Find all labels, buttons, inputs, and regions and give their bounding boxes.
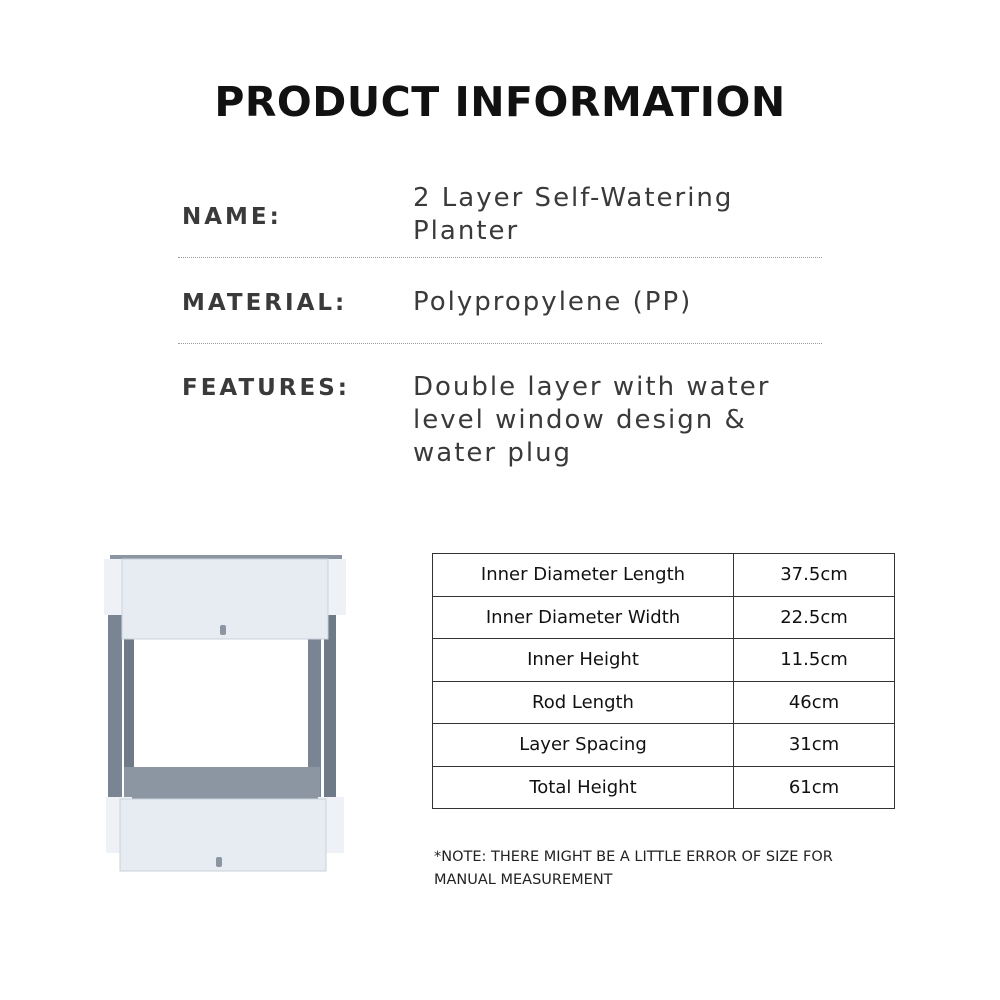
planter-bottom-tray (120, 799, 326, 871)
note-line: *NOTE: THERE MIGHT BE A LITTLE ERROR OF SIZE FOR (434, 849, 833, 865)
page-title: PRODUCT INFORMATION (214, 78, 786, 126)
spec-name: Rod Length (433, 681, 734, 724)
info-label-features: FEATURES: (182, 375, 350, 401)
info-label-name: NAME: (182, 204, 282, 230)
info-value-features (413, 371, 833, 470)
info-value-line: level window design & (413, 405, 747, 435)
table-row (433, 724, 895, 767)
info-row-material (180, 286, 822, 326)
info-value-line: water plug (413, 438, 573, 468)
table-row (433, 639, 895, 682)
spec-name: Inner Height (433, 639, 734, 682)
measurement-note (434, 846, 904, 892)
spec-value: 22.5cm (734, 596, 895, 639)
water-level-window (220, 625, 226, 635)
table-row (433, 766, 895, 809)
divider (178, 257, 822, 258)
specs-table (432, 553, 895, 809)
water-plug (216, 857, 222, 867)
info-value-line: Polypropylene (PP) (413, 287, 693, 317)
info-value-line: Double layer with water (413, 372, 771, 402)
info-value-material (413, 286, 833, 319)
spec-value: 37.5cm (734, 554, 895, 597)
spec-name: Inner Diameter Width (433, 596, 734, 639)
table-row (433, 554, 895, 597)
spec-value: 61cm (734, 766, 895, 809)
info-value-line: 2 Layer Self-Watering (413, 183, 734, 213)
info-row-name (180, 182, 822, 252)
info-label-material: MATERIAL: (182, 290, 348, 316)
spec-value: 11.5cm (734, 639, 895, 682)
info-value-name (413, 182, 833, 248)
spec-value: 46cm (734, 681, 895, 724)
planter-bottom-inner (124, 767, 320, 803)
planter-illustration (100, 545, 350, 885)
info-value-line: Planter (413, 216, 520, 246)
spec-name: Layer Spacing (433, 724, 734, 767)
note-line: MANUAL MEASUREMENT (434, 872, 613, 888)
info-row-features (180, 371, 822, 471)
table-row (433, 681, 895, 724)
divider (178, 343, 822, 344)
spec-value: 31cm (734, 724, 895, 767)
table-row (433, 596, 895, 639)
spec-name: Inner Diameter Length (433, 554, 734, 597)
spec-name: Total Height (433, 766, 734, 809)
